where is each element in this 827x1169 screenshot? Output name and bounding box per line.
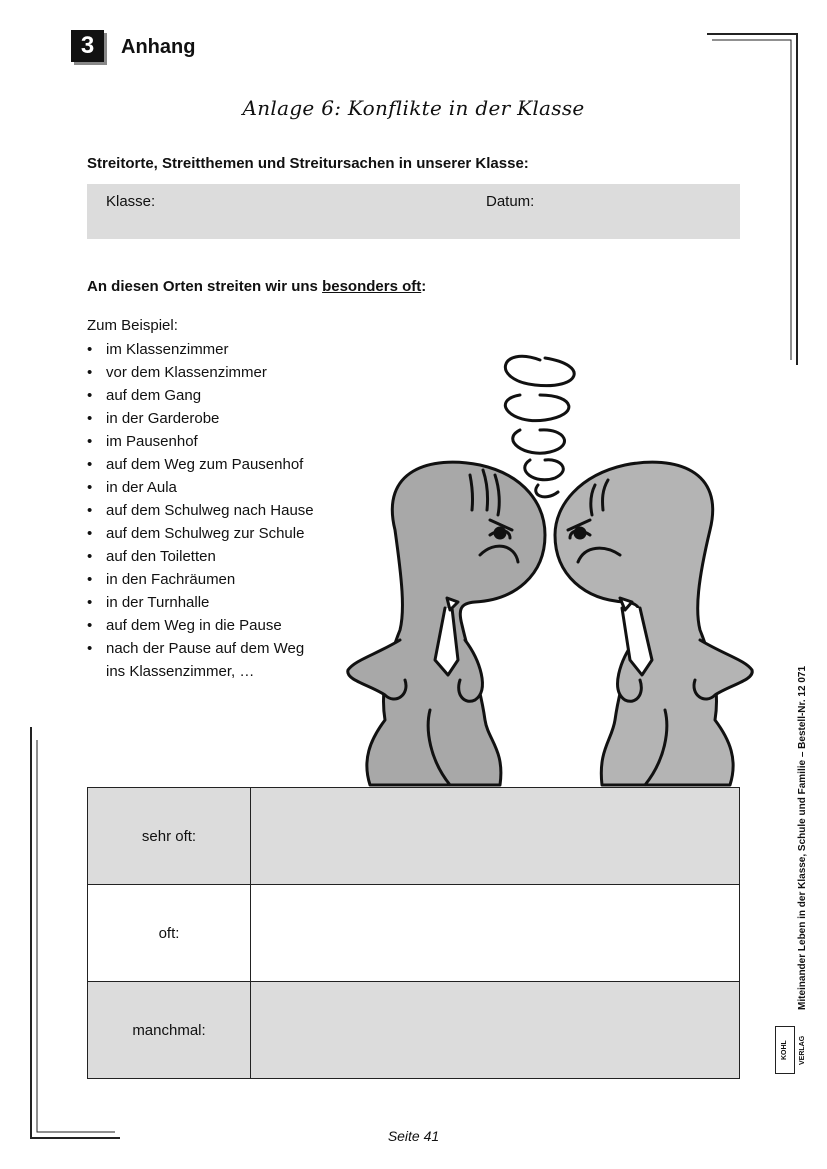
- list-item: • auf dem Weg zum Pausenhof: [87, 453, 367, 476]
- row-label: oft:: [88, 885, 251, 982]
- list-item: • auf den Toiletten: [87, 545, 367, 568]
- side-publication-text: Miteinander Leben in der Klasse, Schule und Familie – Bestell-Nr. 12 071: [797, 665, 808, 1010]
- list-item: • nach der Pause auf dem Weg ins Klassenzimmer, …: [87, 637, 326, 683]
- publisher-logo: KOHL VERLAG: [775, 1026, 795, 1074]
- list-item: • auf dem Schulweg nach Hause: [87, 499, 367, 522]
- frequency-table: [87, 787, 740, 1079]
- section-heading-places: [87, 278, 426, 295]
- heading-prefix: An diesen Orten streiten wir uns: [87, 278, 323, 295]
- list-item: • in der Garderobe: [87, 407, 367, 430]
- row-label: sehr oft:: [88, 788, 251, 885]
- example-label: Zum Beispiel:: [87, 317, 178, 334]
- table-row: [88, 885, 740, 982]
- heading-emphasis: besonders oft: [322, 278, 422, 295]
- list-item: • im Pausenhof: [87, 430, 367, 453]
- row-label: manchmal:: [88, 982, 251, 1079]
- heading-suffix: :: [421, 278, 427, 295]
- places-list: [87, 338, 367, 683]
- page-number: Seite 41: [387, 1128, 440, 1144]
- chapter-title: Anhang: [121, 36, 196, 58]
- list-item: • auf dem Gang: [87, 384, 367, 407]
- answer-field[interactable]: [251, 885, 740, 982]
- date-field-label: Datum:: [486, 193, 535, 210]
- page-title: Anlage 6: Konflikte in der Klasse: [242, 96, 585, 120]
- list-item: • vor dem Klassenzimmer: [87, 361, 367, 384]
- two-angry-figures-illustration: [340, 340, 760, 790]
- list-item: • in der Turnhalle: [87, 591, 367, 614]
- answer-field[interactable]: [251, 982, 740, 1079]
- list-item: • auf dem Weg in die Pause: [87, 614, 367, 637]
- class-date-form: [87, 184, 740, 239]
- section-heading-topics: Streitorte, Streitthemen und Streitursachen in unserer Klasse:: [87, 155, 529, 172]
- list-item: • im Klassenzimmer: [87, 338, 367, 361]
- class-field-label: Klasse:: [106, 193, 156, 210]
- answer-field[interactable]: [251, 788, 740, 885]
- list-item: • in den Fachräumen: [87, 568, 367, 591]
- list-item: • in der Aula: [87, 476, 367, 499]
- chapter-number-badge: 3: [71, 30, 104, 62]
- list-item: • auf dem Schulweg zur Schule: [87, 522, 367, 545]
- table-row: [88, 788, 740, 885]
- table-row: [88, 982, 740, 1079]
